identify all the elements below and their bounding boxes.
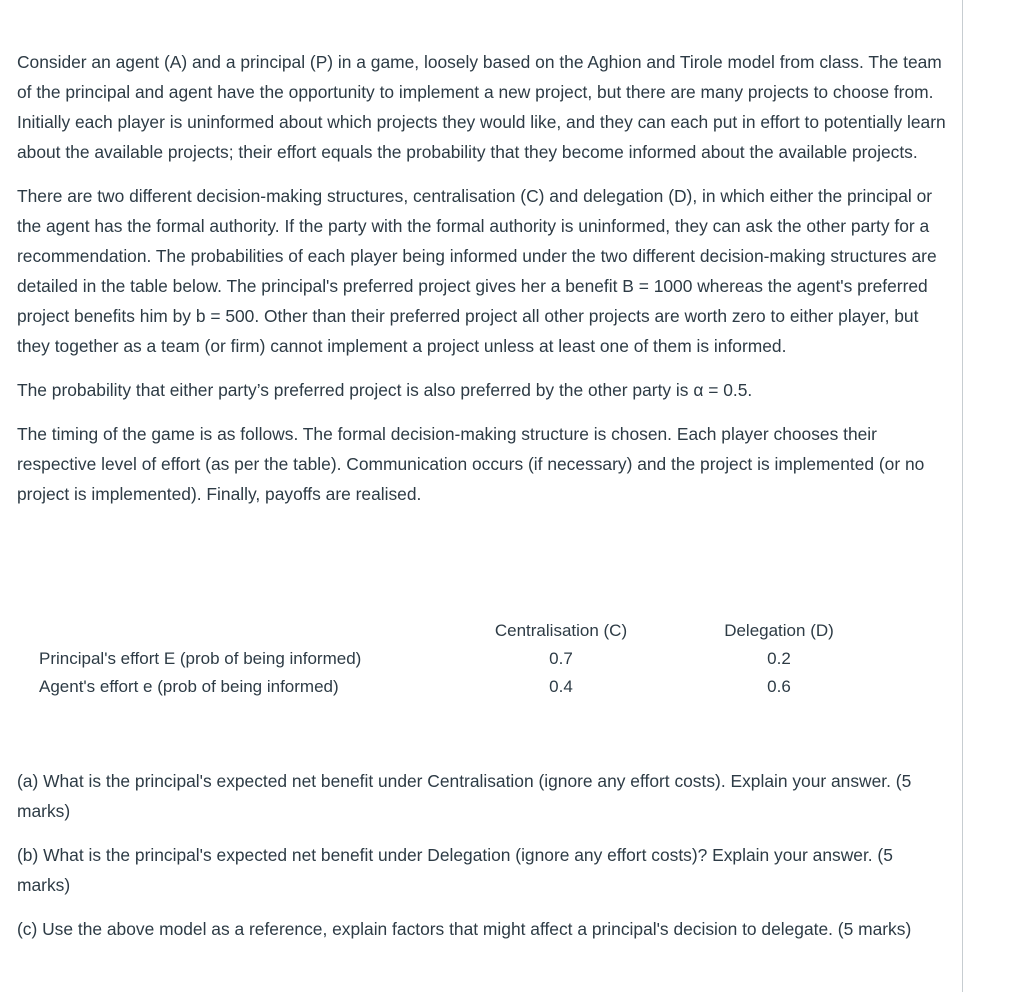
right-divider: [962, 0, 963, 992]
sub-questions: [17, 766, 947, 958]
effort-table-block: [17, 617, 947, 701]
question-c: (c) Use the above model as a reference, explain factors that might affect a principal's decision to delegate. (5 marks): [17, 919, 912, 939]
question-a: (a) What is the principal's expected net benefit under Centralisation (ignore any effort costs). Explain your answer. (5 marks): [17, 771, 912, 821]
cell-agent-d: 0.6: [767, 677, 791, 696]
table-header-blank: [17, 617, 452, 645]
question-b: (b) What is the principal's expected net benefit under Delegation (ignore any effort costs)? Explain your answer. (5 marks): [17, 845, 893, 895]
row-label-agent: Agent's effort e (prob of being informed): [39, 677, 339, 696]
table-header-delegation: Delegation (D): [724, 621, 834, 640]
cell-principal-c: 0.7: [549, 649, 573, 668]
table-row: [17, 673, 888, 701]
table-header-row: [17, 617, 888, 645]
structures-paragraph: There are two different decision-making structures, centralisation (C) and delegation (D), in which either the principal or the agent has the formal authority. If the party with the formal authority is uninformed, they can ask the other party for a recommendation. The probabilities of each player being informed under the two different decision-making structures are detailed in the table below. The principal's preferred project gives her a benefit B = 1000 whereas the agent's preferred project benefits him by b = 500. Other than their preferred project all other projects are worth zero to either player, but they together as a team (or firm) cannot implement a project unless at least one of them is informed.: [17, 186, 937, 356]
effort-table: [17, 617, 888, 701]
table-row: [17, 645, 888, 673]
table-header-centralisation: Centralisation (C): [494, 621, 628, 640]
cell-agent-c: 0.4: [549, 677, 573, 696]
alpha-paragraph: The probability that either party’s preferred project is also preferred by the other party is α = 0.5.: [17, 380, 753, 400]
timing-paragraph: The timing of the game is as follows. The formal decision-making structure is chosen. Each player chooses their respective level of effort (as per the table). Communication occurs (if necessary) and the project is implemented (or no project is implemented). Finally, payoffs are realised.: [17, 424, 925, 504]
intro-paragraph: Consider an agent (A) and a principal (P) in a game, loosely based on the Aghion and Tirole model from class. The team of the principal and agent have the opportunity to implement a new project, but there are many projects to choose from. Initially each player is uninformed about which projects they would like, and they can each put in effort to potentially learn about the available projects; their effort equals the probability that they become informed about the available projects.: [17, 52, 946, 162]
cell-principal-d: 0.2: [767, 649, 791, 668]
question-body: [17, 47, 947, 523]
row-label-principal: Principal's effort E (prob of being informed): [39, 649, 362, 668]
